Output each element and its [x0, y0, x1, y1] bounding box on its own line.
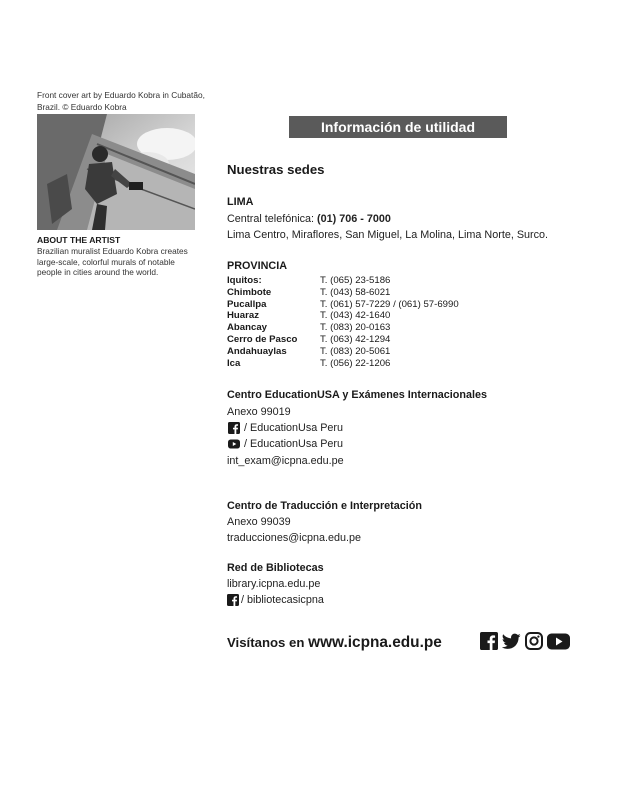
cover-art-credit: Front cover art by Eduardo Kobra in Cubatão, Brazil. © Eduardo Kobra [37, 90, 205, 112]
educationusa-youtube-link[interactable] [228, 438, 343, 450]
educationusa-facebook-link[interactable] [228, 422, 343, 434]
city-phone: T. (065) 23-5186 [320, 275, 391, 286]
visit-us [227, 634, 442, 652]
about-artist-text: Brazilian muralist Eduardo Kobra creates large-scale, colorful murals of notable people in cities around the world. [37, 246, 188, 277]
visit-prefix: Visítanos en [227, 635, 309, 650]
city-name: Chimbote [227, 286, 272, 298]
city-name: Iquitos: [227, 275, 262, 286]
educationusa-anexo: Anexo 99019 [227, 406, 291, 418]
traduccion-anexo: Anexo 99039 [227, 516, 291, 528]
city-name: Andahuaylas [227, 345, 287, 357]
educationusa-facebook-text: / EducationUsa Peru [244, 422, 344, 434]
lima-central [227, 213, 391, 225]
city-phone: T. (043) 42-1640 [320, 310, 391, 322]
lima-title: LIMA [227, 196, 254, 208]
cover-art-photo [37, 114, 195, 230]
educationusa-email[interactable]: int_exam@icpna.edu.pe [227, 455, 344, 467]
sedes-heading: Nuestras sedes [227, 162, 325, 177]
city-phone: T. (063) 42-1294 [320, 334, 391, 345]
educationusa-title: Centro EducationUSA y Exámenes Internacionales [227, 389, 488, 401]
youtube-icon [228, 438, 240, 450]
lima-branches: Lima Centro, Miraflores, San Miguel, La Molina, Lima Norte, Surco. [227, 229, 549, 241]
youtube-icon[interactable] [547, 633, 570, 650]
instagram-icon[interactable] [525, 632, 543, 650]
central-label: Central telefónica: [227, 213, 318, 225]
bibliotecas-title: Red de Bibliotecas [227, 562, 324, 574]
city-phone: T. (083) 20-0163 [320, 322, 391, 334]
city-name: Ica [227, 357, 241, 369]
twitter-icon[interactable] [502, 633, 521, 650]
city-name: Cerro de Pasco [227, 334, 298, 345]
city-phone: T. (043) 58-6021 [320, 286, 391, 298]
traduccion-title: Centro de Traducción e Interpretación [227, 500, 422, 512]
central-phone: (01) 706 - 7000 [317, 213, 391, 225]
city-name: Pucallpa [227, 298, 267, 310]
bibliotecas-facebook-link[interactable] [227, 594, 324, 606]
facebook-icon [228, 422, 240, 434]
city-name: Huaraz [227, 310, 259, 322]
website-link[interactable]: www.icpna.edu.pe [308, 634, 442, 651]
educationusa-youtube-text: / EducationUsa Peru [244, 438, 344, 450]
about-artist-title: ABOUT THE ARTIST [37, 235, 121, 245]
info-banner: Información de utilidad [289, 116, 507, 138]
provincia-title: PROVINCIA [227, 260, 287, 272]
traduccion-email[interactable]: traducciones@icpna.edu.pe [227, 532, 362, 544]
bibliotecas-facebook-text: / bibliotecasicpna [241, 594, 324, 606]
social-icons [480, 632, 570, 650]
bibliotecas-url[interactable]: library.icpna.edu.pe [227, 578, 321, 590]
city-phone: T. (083) 20-5061 [320, 345, 391, 357]
mural-image [37, 114, 195, 230]
city-phone: T. (056) 22-1206 [320, 357, 391, 369]
city-phone: T. (061) 57-7229 / (061) 57-6990 [320, 298, 459, 310]
city-name: Abancay [227, 322, 267, 334]
facebook-icon [227, 594, 239, 606]
facebook-icon[interactable] [480, 632, 498, 650]
